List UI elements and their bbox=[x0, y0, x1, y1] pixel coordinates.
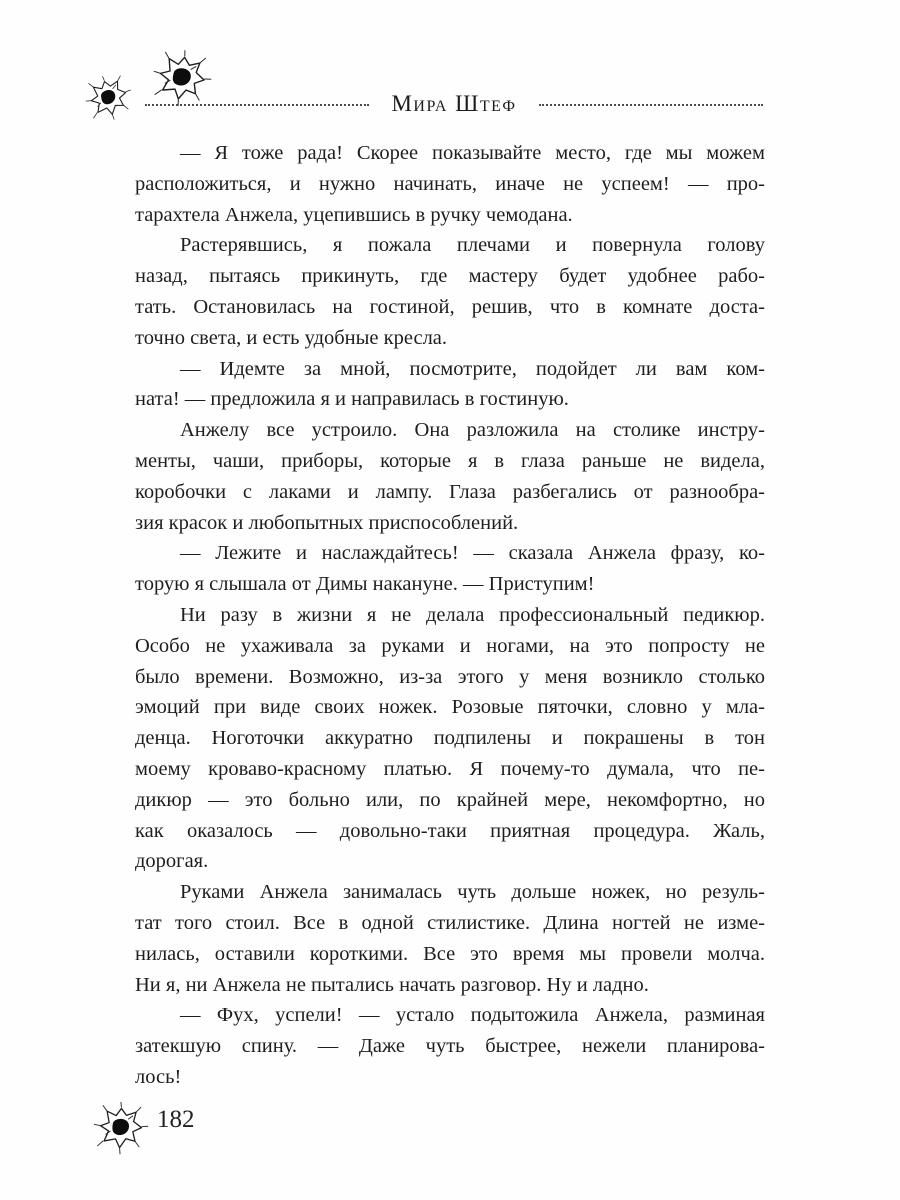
text-line: тать. Остановилась на гостиной, решив, что в комнате доста- bbox=[135, 295, 765, 318]
text-line: точно света, и есть удобные кресла. bbox=[135, 326, 448, 349]
text-line: лось! bbox=[135, 1065, 182, 1088]
text-line: — Идемте за мной, посмотрите, подойдет ли вам ком- bbox=[180, 357, 765, 380]
text-line: Растерявшись, я пожала плечами и повернула голову bbox=[180, 234, 765, 257]
text-line: Руками Анжела занималась чуть дольше ножек, но резуль- bbox=[180, 881, 765, 904]
running-head bbox=[145, 90, 763, 118]
text-line: Ни разу в жизни я не делала профессиональный педикюр. bbox=[180, 603, 765, 626]
text-line: — Я тоже рада! Скорее показывайте место, где мы можем bbox=[180, 142, 765, 164]
text-line: нилась, оставили короткими. Все это время мы провели молча. bbox=[135, 942, 765, 965]
text-line: зия красок и любопытных приспособлений. bbox=[135, 511, 519, 534]
text-line: ната! — предложила я и направилась в гостиную. bbox=[135, 388, 569, 411]
text-line: расположиться, и нужно начинать, иначе не успеем! — про- bbox=[135, 172, 765, 195]
text-line: было времени. Возможно, из-за этого у меня возникло столько bbox=[135, 665, 765, 688]
text-line: Особо не ухаживала за руками и ногами, на это попросту не bbox=[135, 634, 765, 657]
text-line: денца. Ноготочки аккуратно подпилены и покрашены в тон bbox=[135, 727, 765, 750]
ink-splat-ornament-icon bbox=[80, 70, 137, 127]
text-line: торую я слышала от Димы накануне. — Приступим! bbox=[135, 573, 595, 596]
text-line: — Лежите и наслаждайтесь! — сказала Анжела фразу, ко- bbox=[180, 542, 765, 565]
text-line: тат того стоил. Все в одной стилистике. Длина ногтей не изме- bbox=[135, 911, 765, 934]
text-line: эмоций при виде своих ножек. Розовые пяточки, словно у мла- bbox=[135, 696, 765, 719]
text-line: Ни я, ни Анжела не пытались начать разговор. Ну и ладно. bbox=[135, 973, 649, 996]
dotted-rule-left bbox=[145, 104, 369, 106]
text-line: коробочки с лаками и лампу. Глаза разбегались от разнообра- bbox=[135, 480, 765, 503]
author-name: Мира Штеф bbox=[391, 91, 517, 116]
page-number: 182 bbox=[157, 1106, 195, 1133]
text-line: затекшую спину. — Даже чуть быстрее, нежели планирова- bbox=[135, 1035, 765, 1058]
text-line: — Фух, успели! — устало подытожила Анжела, разминая bbox=[180, 1004, 765, 1027]
ink-splat-ornament-icon bbox=[90, 1098, 150, 1158]
text-line: назад, пытаясь прикинуть, где мастеру будет удобнее рабо- bbox=[135, 265, 765, 288]
text-line: менты, чаши, приборы, которые я в глаза раньше не видела, bbox=[135, 449, 765, 472]
text-line: моему кроваво-красному платью. Я почему-то думала, что пе- bbox=[135, 757, 765, 780]
text-block bbox=[135, 138, 765, 1093]
text-line: дикюр — это больно или, по крайней мере, некомфортно, но bbox=[135, 788, 765, 811]
text-line: как оказалось — довольно-таки приятная процедура. Жаль, bbox=[135, 819, 765, 842]
dotted-rule-right bbox=[539, 104, 763, 106]
text-line: тарахтела Анжела, уцепившись в ручку чемодана. bbox=[135, 203, 573, 226]
text-line: Анжелу все устроило. Она разложила на столике инстру- bbox=[180, 419, 765, 442]
text-line: дорогая. bbox=[135, 850, 209, 873]
